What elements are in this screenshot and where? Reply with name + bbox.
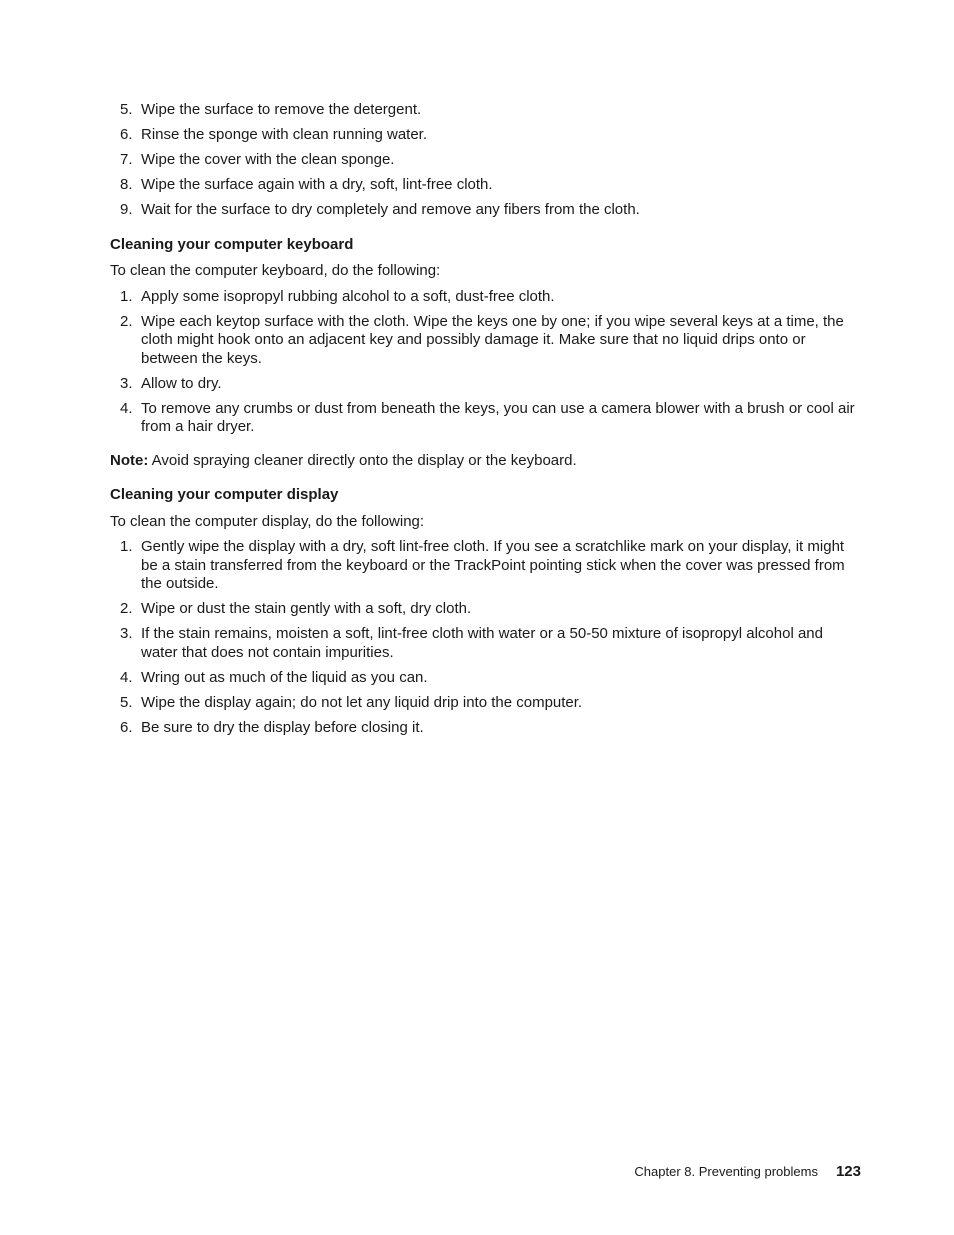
- step-text: Rinse the sponge with clean running water.: [141, 126, 428, 143]
- list-item: [110, 176, 862, 195]
- keyboard-note: [110, 452, 862, 471]
- step-number: 1.: [120, 287, 133, 305]
- list-item: [110, 288, 862, 307]
- step-number: 4.: [120, 399, 133, 417]
- step-text: Be sure to dry the display before closing it.: [141, 718, 424, 736]
- step-number: 5.: [120, 693, 133, 711]
- page-number: 123: [835, 1163, 861, 1180]
- step-number: 8.: [120, 176, 133, 193]
- step-text: Wring out as much of the liquid as you can.: [141, 668, 428, 686]
- display-steps-list: [110, 538, 862, 737]
- list-item: [110, 625, 862, 662]
- keyboard-steps-list: [110, 288, 862, 437]
- step-text: Wipe the display again; do not let any liquid drip into the computer.: [141, 693, 583, 711]
- step-text: If the stain remains, moisten a soft, lint-free cloth with water or a 50-50 mixture of isopropyl alcohol and water that does not contain impurities.: [141, 625, 823, 661]
- step-text: Wipe the cover with the clean sponge.: [141, 151, 395, 168]
- list-item: [110, 313, 862, 369]
- step-number: 1.: [120, 538, 133, 555]
- note-label: Note:: [110, 451, 149, 469]
- step-number: 2.: [120, 600, 133, 617]
- list-item: [110, 400, 862, 437]
- step-number: 3.: [120, 374, 133, 392]
- list-item: [110, 126, 862, 145]
- list-item: [110, 669, 862, 688]
- step-number: 7.: [120, 151, 133, 168]
- chapter-label: Chapter 8. Preventing problems: [634, 1164, 818, 1179]
- step-number: 5.: [120, 101, 133, 118]
- step-number: 6.: [120, 126, 133, 143]
- list-item: [110, 600, 862, 619]
- step-text: Gently wipe the display with a dry, soft lint-free cloth. If you see a scratchlike mark on your display, it might be a stain transferred from the keyboard or the TrackPoint pointing stick when the cover was pressed from the outside.: [141, 538, 845, 592]
- step-number: 4.: [120, 668, 133, 686]
- continued-steps-list: [110, 101, 862, 220]
- keyboard-section-title: Cleaning your computer keyboard: [110, 235, 354, 253]
- step-text: Apply some isopropyl rubbing alcohol to a soft, dust-free cloth.: [141, 287, 555, 305]
- keyboard-intro: To clean the computer keyboard, do the following:: [110, 262, 441, 279]
- step-text: Wipe or dust the stain gently with a soft, dry cloth.: [141, 600, 472, 617]
- list-item: [110, 538, 862, 594]
- step-number: 3.: [120, 625, 133, 642]
- list-item: [110, 694, 862, 713]
- list-item: [110, 375, 862, 394]
- note-text: Avoid spraying cleaner directly onto the display or the keyboard.: [148, 451, 577, 469]
- step-text: Wait for the surface to dry completely and remove any fibers from the cloth.: [141, 201, 640, 218]
- page-footer: [634, 1163, 861, 1182]
- step-number: 9.: [120, 201, 133, 218]
- step-number: 2.: [120, 312, 133, 330]
- list-item: [110, 719, 862, 738]
- display-section-title: Cleaning your computer display: [110, 486, 339, 503]
- step-number: 6.: [120, 718, 133, 736]
- step-text: Allow to dry.: [141, 374, 222, 392]
- display-intro: To clean the computer display, do the following:: [110, 512, 425, 530]
- list-item: [110, 151, 862, 170]
- step-text: Wipe the surface again with a dry, soft, lint-free cloth.: [141, 176, 493, 193]
- list-item: [110, 201, 862, 220]
- step-text: To remove any crumbs or dust from beneath the keys, you can use a camera blower with a brush or cool air from a hair dryer.: [141, 399, 855, 435]
- step-text: Wipe each keytop surface with the cloth. Wipe the keys one by one; if you wipe several keys at a time, the cloth might hook onto an adjacent key and possibly damage it. Make sure that no liquid drips onto or between the keys.: [141, 312, 844, 367]
- list-item: [110, 101, 862, 120]
- document-body: [110, 101, 862, 744]
- step-text: Wipe the surface to remove the detergent.: [141, 101, 422, 118]
